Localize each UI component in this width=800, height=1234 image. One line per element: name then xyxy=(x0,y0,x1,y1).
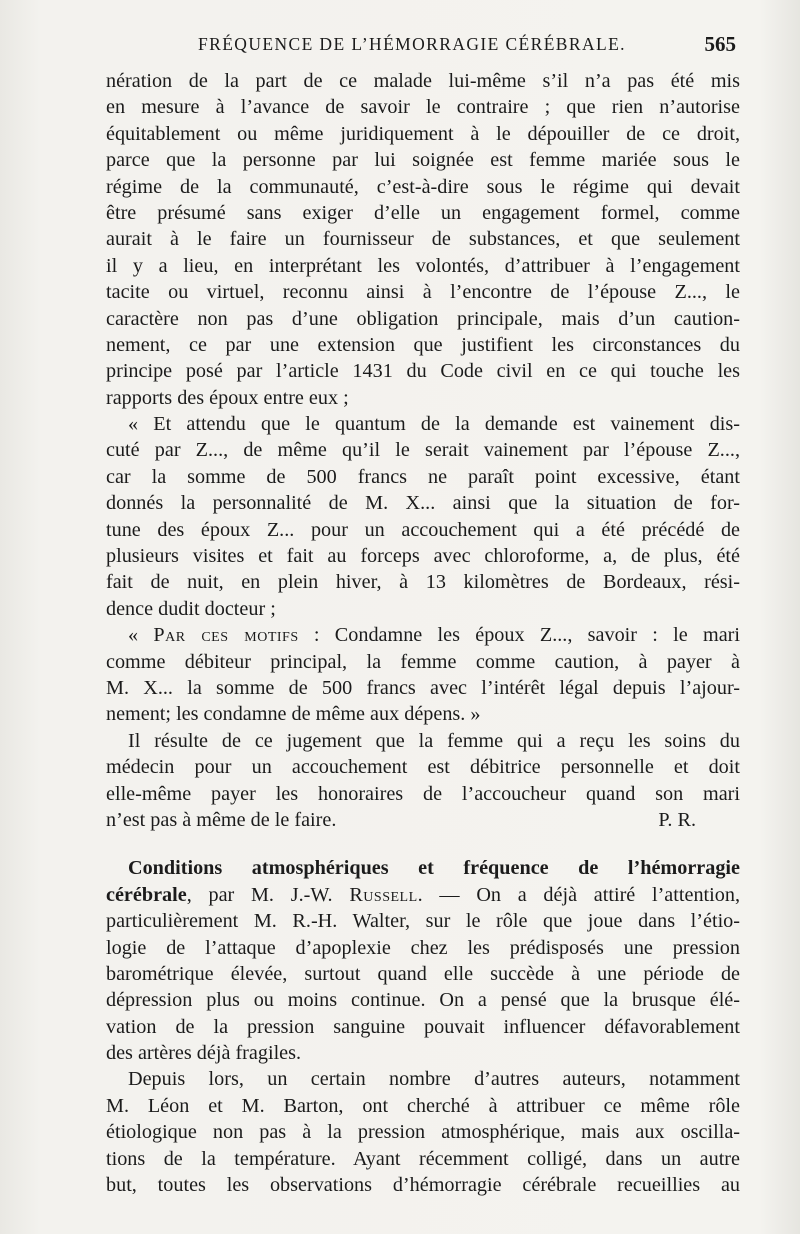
text-line xyxy=(106,622,740,648)
page-header xyxy=(106,32,740,62)
text-line: tacite ou virtuel, reconnu ainsi à l’encontre de l’épouse Z..., le xyxy=(106,281,740,304)
text-line: particulièrement M. R.-H. Walter, sur le rôle que joue dans l’étio- xyxy=(106,910,740,933)
page-number: 565 xyxy=(704,32,736,56)
text-line: Il résulte de ce jugement que la femme qui a reçu les soins du xyxy=(128,729,740,752)
article-title: Conditions atmosphériques et fréquence de l’hémorragie xyxy=(128,857,740,880)
text-line xyxy=(106,882,740,908)
text-fragment: , par M. J.-W. xyxy=(186,883,350,906)
text-line: nement, ce par une extension que justifient les circonstances du xyxy=(106,333,740,356)
article-atmospheric-conditions xyxy=(106,855,740,1066)
text-line: car la somme de 500 francs ne paraît point excessive, étant xyxy=(106,465,740,488)
text-line: en mesure à l’avance de savoir le contraire ; que rien n’autorise xyxy=(106,96,740,119)
section-gap xyxy=(106,833,740,855)
paragraph-conclusion xyxy=(106,728,740,834)
text-line: dépression plus ou moins continue. On a pensé que la brusque élé- xyxy=(106,989,740,1012)
text-line: tune des époux Z... pour un accouchement qui a été précédé de xyxy=(106,518,740,541)
article-title-end: cérébrale xyxy=(106,883,187,906)
text-fragment: n’est pas à même de le faire. xyxy=(106,808,337,831)
text-line: être présumé sans exiger d’elle un engagement formel, comme xyxy=(106,201,740,224)
text-line: rapports des époux entre eux ; xyxy=(106,386,349,409)
text-line: des artères déjà fragiles. xyxy=(106,1042,302,1065)
author-signature: P. R. xyxy=(658,808,696,831)
text-line xyxy=(106,807,740,833)
text-line: Depuis lors, un certain nombre d’autres auteurs, notamment xyxy=(128,1068,740,1091)
text-line: cuté par Z..., de même qu’il le serait vainement par l’épouse Z..., xyxy=(106,439,740,462)
text-line: donnés la personnalité de M. X... ainsi que la situation de for- xyxy=(106,492,740,515)
text-line: comme débiteur principal, la femme comme caution, à payer à xyxy=(106,650,740,673)
text-line: logie de l’attaque d’apoplexie chez les prédisposés une pression xyxy=(106,936,740,959)
author-name: Russell xyxy=(349,883,418,906)
text-line: nement; les condamne de même aux dépens. » xyxy=(106,703,481,726)
text-line: M. X... la somme de 500 francs avec l’intérêt légal depuis l’ajour- xyxy=(106,676,740,699)
text-line: dence dudit docteur ; xyxy=(106,597,276,620)
text-line: vation de la pression sanguine pouvait influencer défavorablement xyxy=(106,1015,740,1038)
text-line: plusieurs visites et fait au forceps avec chloroforme, a, de plus, été xyxy=(106,545,740,568)
text-fragment: : Condamne les époux Z..., savoir : le mari xyxy=(298,624,740,647)
text-line: il y a lieu, en interprétant les volontés, d’attribuer à l’engagement xyxy=(106,254,740,277)
text-line: parce que la personne par lui soignée est femme mariée sous le xyxy=(106,149,740,172)
text-line: caractère non pas d’une obligation principale, mais d’un caution- xyxy=(106,307,740,330)
page-body xyxy=(106,68,740,1198)
text-line: médecin pour un accouchement est débitrice personnelle et doit xyxy=(106,756,740,779)
paragraph-depuis-lors xyxy=(106,1066,740,1198)
text-line: étiologique non pas à la pression atmosphérique, mais aux oscilla- xyxy=(106,1121,740,1144)
text-line: M. Léon et M. Barton, ont cherché à attribuer ce même rôle xyxy=(106,1094,740,1117)
text-line: elle-même payer les honoraires de l’accoucheur quand son mari xyxy=(106,782,740,805)
text-line: tions de la température. Ayant récemment colligé, dans un autre xyxy=(106,1147,740,1170)
smallcaps-motifs: Par ces motifs xyxy=(153,624,299,647)
text-fragment: . — On a déjà attiré l’attention, xyxy=(417,883,740,906)
text-line: barométrique élevée, surtout quand elle succède à une période de xyxy=(106,962,740,985)
paragraph-continuation xyxy=(106,68,740,411)
quote-mark: « xyxy=(128,624,154,647)
text-line: régime de la communauté, c’est-à-dire sous le régime qui devait xyxy=(106,175,740,198)
text-line: fait de nuit, en plein hiver, à 13 kilomètres de Bordeaux, rési- xyxy=(106,571,740,594)
text-line: aurait à le faire un fournisseur de substances, et que seulement xyxy=(106,228,740,251)
text-line: équitablement ou même juridiquement à le dépouiller de ce droit, xyxy=(106,122,740,145)
paragraph-judgment xyxy=(106,622,740,728)
text-line: « Et attendu que le quantum de la demande est vainement dis- xyxy=(128,413,740,436)
text-line: but, toutes les observations d’hémorragie cérébrale recueillies au xyxy=(106,1174,740,1197)
article-title-line xyxy=(106,855,740,881)
paragraph-quantum xyxy=(106,411,740,622)
running-title: FRÉQUENCE DE L’HÉMORRAGIE CÉRÉBRALE. xyxy=(198,34,626,54)
text-line: nération de la part de ce malade lui-même s’il n’a pas été mis xyxy=(106,70,740,92)
text-line: principe posé par l’article 1431 du Code civil en ce qui touche les xyxy=(106,360,740,383)
